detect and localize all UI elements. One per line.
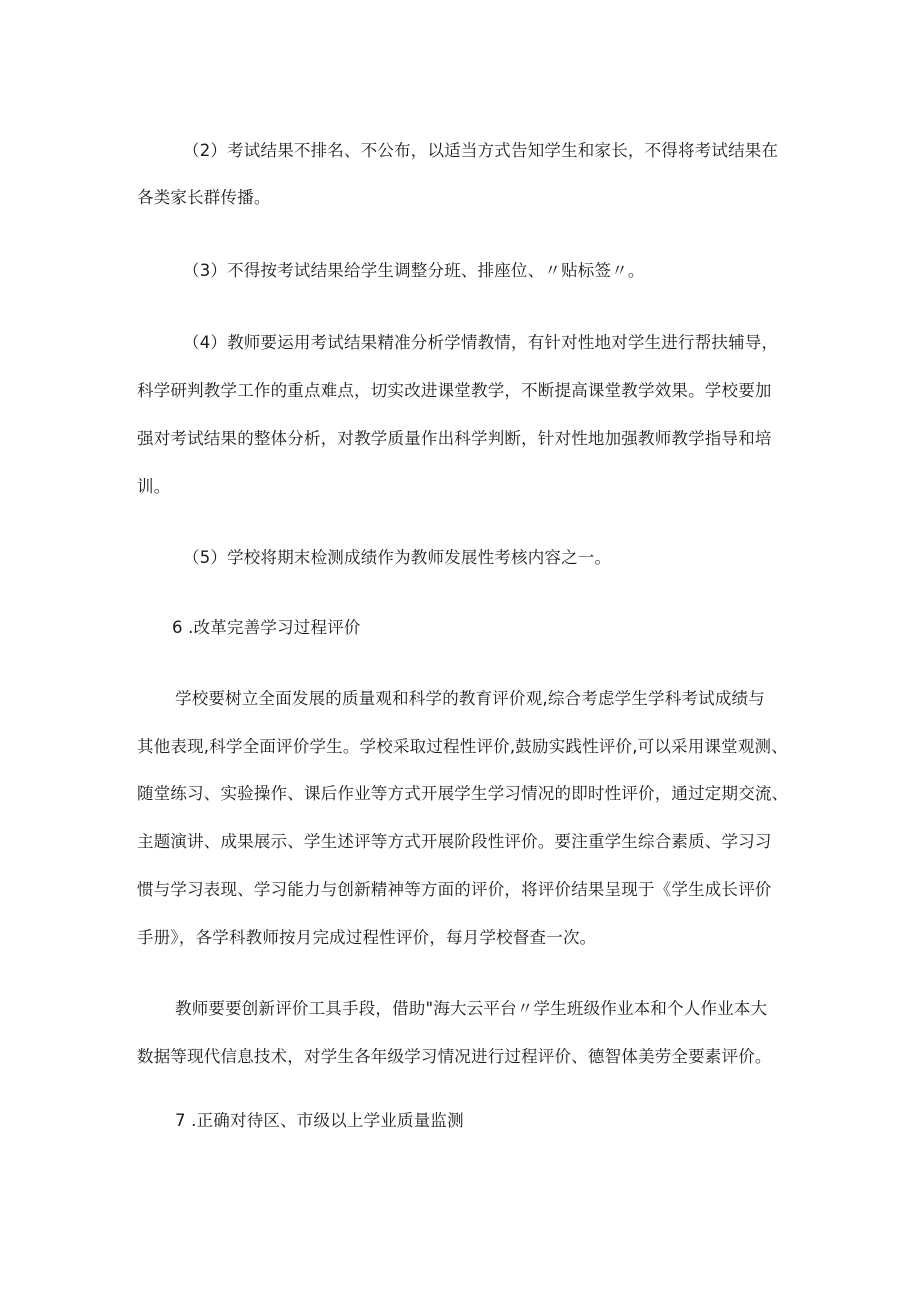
text-line: 手册》，各学科教师按月完成过程性评价，每月学校督查一次。 xyxy=(137,928,597,947)
text-line: 训。 xyxy=(137,477,171,496)
text-line: 教师要要创新评价工具手段，借助"海大云平台〃学生班级作业本和个人作业本大 xyxy=(175,999,768,1018)
text-line: 惯与学习表现、学习能力与创新精神等方面的评价，将评价结果呈现于《学生成长评价 xyxy=(137,880,772,899)
text-line: 科学研判教学工作的重点难点，切实改进课堂教学，不断提高课堂教学效果。学校要加 xyxy=(137,381,772,400)
text-line: 主题演讲、成果展示、学生述评等方式开展阶段性评价。要注重学生综合素质、学习习 xyxy=(137,832,772,851)
text-line: 其他表现,科学全面评价学生。学校采取过程性评价,鼓励实践性评价,可以采用课堂观测、 xyxy=(137,737,788,756)
text-line: 学校要树立全面发展的质量观和科学的教育评价观,综合考虑学生学科考试成绩与 xyxy=(175,689,765,708)
text-line: 强对考试结果的整体分析，对教学质量作出科学判断，针对性地加强教师教学指导和培 xyxy=(137,429,772,448)
text-line: 随堂练习、实验操作、课后作业等方式开展学生学习情况的即时性评价，通过定期交流、 xyxy=(137,784,789,803)
text-line: 各类家长群传播。 xyxy=(137,188,271,207)
text-line: （3）不得按考试结果给学生调整分班、排座位、〃贴标签〃。 xyxy=(183,261,645,280)
text-line: （4）教师要运用考试结果精准分析学情教情，有针对性地对学生进行帮扶辅导， xyxy=(183,333,779,352)
heading-text: 6 .改革完善学习过程评价 xyxy=(172,618,361,637)
text-line: 数据等现代信息技术，对学生各年级学习情况进行过程评价、德智体美劳全要素评价。 xyxy=(137,1047,772,1066)
text-line: （2）考试结果不排名、不公布，以适当方式告知学生和家长，不得将考试结果在 xyxy=(183,141,779,160)
text-line: （5）学校将期末检测成绩作为教师发展性考核内容之一。 xyxy=(183,548,612,567)
heading-text: 7 .正确对待区、市级以上学业质量监测 xyxy=(175,1111,464,1130)
